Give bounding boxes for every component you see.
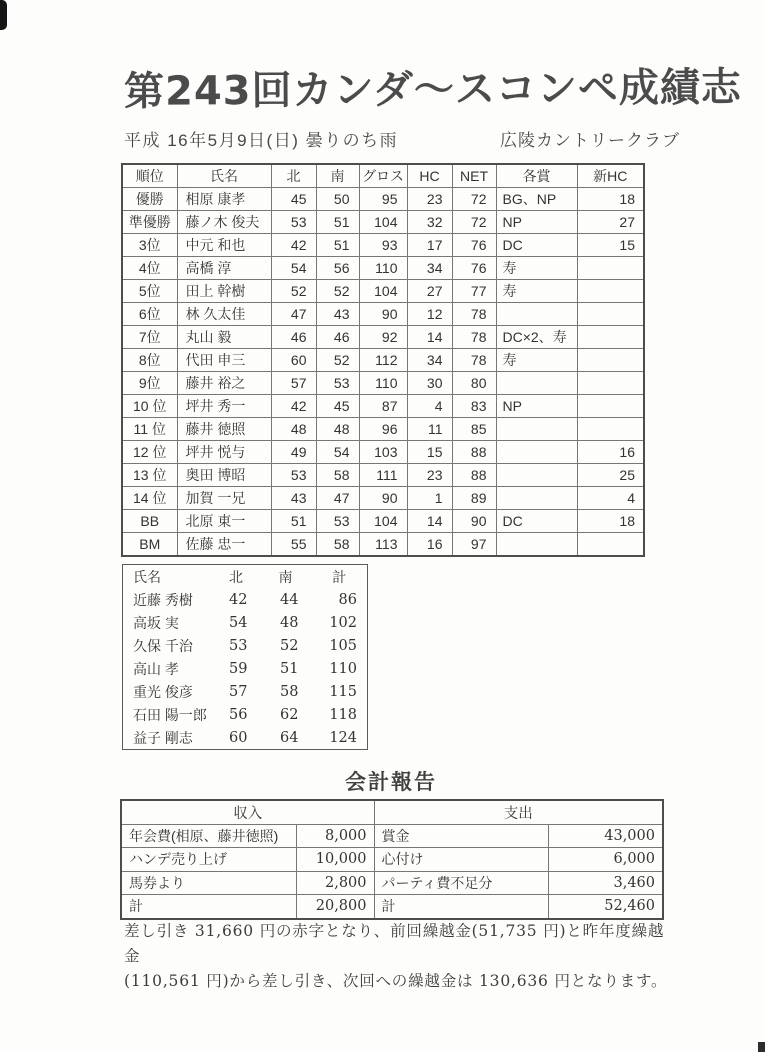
accounting-income-label: 計	[121, 895, 296, 919]
result-cell: 90	[359, 303, 407, 326]
result-cell: 46	[316, 326, 359, 349]
guest-cell: 124	[329, 729, 357, 746]
result-row	[122, 464, 644, 487]
accounting-report-title: 会計報告	[345, 771, 437, 794]
result-row	[122, 441, 644, 464]
result-cell: 88	[452, 464, 496, 487]
guest-row	[123, 588, 368, 611]
venue-name: 広陵カントリークラブ	[500, 131, 680, 150]
result-row	[122, 326, 644, 349]
result-cell: 55	[271, 533, 316, 557]
scan-artifact-left-edge	[0, 0, 7, 30]
result-cell: 48	[316, 418, 359, 441]
guest-column-header: 南	[278, 568, 293, 585]
result-cell: 90	[359, 487, 407, 510]
result-cell: 1	[407, 487, 452, 510]
result-cell: 45	[271, 188, 316, 211]
result-cell	[577, 326, 644, 349]
result-cell: 88	[452, 441, 496, 464]
result-cell	[577, 533, 644, 557]
result-cell: 27	[577, 211, 644, 234]
result-cell: 51	[316, 211, 359, 234]
result-cell: 57	[271, 372, 316, 395]
result-cell: 3位	[122, 234, 177, 257]
result-cell: 中元 和也	[177, 234, 271, 257]
guest-cell: 53	[229, 637, 248, 654]
result-cell: 25	[577, 464, 644, 487]
balance-note-line2: (110,561 円)から差し引き、次回への繰越金は 130,636 円となります。	[124, 972, 668, 990]
result-cell: 14	[407, 510, 452, 533]
accounting-expense-label: 賞金	[374, 824, 548, 848]
result-cell: BM	[122, 533, 177, 557]
result-cell: 76	[452, 257, 496, 280]
balance-note-line1: 差し引き 31,660 円の赤字となり、前回繰越金(51,735 円)と昨年度繰越金	[124, 922, 665, 965]
result-cell: 43	[271, 487, 316, 510]
result-cell: 林 久太佳	[177, 303, 271, 326]
guest-cell: 51	[280, 660, 299, 677]
result-cell: 準優勝	[122, 211, 177, 234]
result-cell	[496, 487, 577, 510]
result-row	[122, 418, 644, 441]
result-cell: 51	[271, 510, 316, 533]
result-cell: 34	[407, 257, 452, 280]
result-cell	[577, 280, 644, 303]
results-column-header: NET	[452, 164, 496, 188]
guest-row	[123, 680, 368, 703]
guest-cell: 54	[229, 614, 248, 631]
guest-cell: 115	[329, 683, 357, 700]
result-cell: 78	[452, 326, 496, 349]
result-cell	[577, 303, 644, 326]
result-cell: 田上 幹樹	[177, 280, 271, 303]
guest-cell: 102	[329, 614, 357, 631]
accounting-expense-label: 心付け	[374, 848, 548, 872]
guest-cell: 52	[280, 637, 299, 654]
result-cell	[577, 349, 644, 372]
result-cell	[577, 372, 644, 395]
result-cell: 58	[316, 533, 359, 557]
result-cell: 104	[359, 280, 407, 303]
accounting-row	[121, 895, 663, 919]
result-cell	[496, 441, 577, 464]
result-cell: 代田 申三	[177, 349, 271, 372]
result-cell: 12 位	[122, 441, 177, 464]
guest-header-row	[123, 565, 368, 589]
guest-cell: 118	[329, 706, 357, 723]
event-date: 平成 16年5月9日(日) 曇りのち雨	[124, 131, 399, 150]
result-cell: 30	[407, 372, 452, 395]
results-column-header: 新HC	[577, 164, 644, 188]
accounting-income-label: 年会費(相原、藤井徳照)	[121, 824, 296, 848]
result-cell	[496, 464, 577, 487]
accounting-expense-amount: 52,460	[548, 895, 663, 919]
result-cell	[577, 395, 644, 418]
result-cell: NP	[496, 211, 577, 234]
result-cell: 14	[407, 326, 452, 349]
result-cell: 加賀 一兄	[177, 487, 271, 510]
result-cell: 34	[407, 349, 452, 372]
guest-cell: 高坂 実	[133, 614, 179, 631]
result-cell: 76	[452, 234, 496, 257]
guest-row	[123, 703, 368, 726]
result-cell: 92	[359, 326, 407, 349]
accounting-expense-amount: 6,000	[548, 848, 663, 872]
result-cell: 87	[359, 395, 407, 418]
accounting-income-amount: 8,000	[296, 824, 374, 848]
accounting-expense-amount: 3,460	[548, 871, 663, 895]
result-cell: 83	[452, 395, 496, 418]
result-cell: 48	[271, 418, 316, 441]
result-cell: 58	[316, 464, 359, 487]
result-cell: 14 位	[122, 487, 177, 510]
guest-column-header: 計	[332, 568, 347, 585]
accounting-income-label: ハンデ売り上げ	[121, 848, 296, 872]
result-row	[122, 533, 644, 557]
result-cell: 藤井 裕之	[177, 372, 271, 395]
result-cell: 49	[271, 441, 316, 464]
accounting-row	[121, 871, 663, 895]
accounting-expense-label: 計	[374, 895, 548, 919]
result-cell: 8位	[122, 349, 177, 372]
result-cell: 46	[271, 326, 316, 349]
scan-artifact-bottom-right	[758, 1042, 765, 1052]
result-cell	[496, 533, 577, 557]
result-cell: 12	[407, 303, 452, 326]
result-cell: 4	[407, 395, 452, 418]
results-header-row	[122, 164, 644, 188]
accounting-expense-amount: 43,000	[548, 824, 663, 848]
result-cell: 97	[452, 533, 496, 557]
result-cell: 42	[271, 395, 316, 418]
accounting-income-amount: 2,800	[296, 871, 374, 895]
result-cell: 111	[359, 464, 407, 487]
guest-column-header: 氏名	[133, 568, 161, 585]
result-cell: 佐藤 忠一	[177, 533, 271, 557]
result-cell: 45	[316, 395, 359, 418]
result-cell: 103	[359, 441, 407, 464]
result-cell: 15	[407, 441, 452, 464]
result-cell: 43	[316, 303, 359, 326]
guest-cell: 57	[229, 683, 248, 700]
result-cell: 47	[316, 487, 359, 510]
result-cell: 95	[359, 188, 407, 211]
accounting-expense-label: パーティ費不足分	[374, 871, 548, 895]
guest-cell: 105	[329, 637, 357, 654]
results-column-header: 南	[316, 164, 359, 188]
result-cell: 72	[452, 188, 496, 211]
result-cell: 11	[407, 418, 452, 441]
result-cell	[496, 303, 577, 326]
guest-cell: 久保 千治	[133, 637, 193, 654]
result-cell: 54	[316, 441, 359, 464]
page-title: 第243回カンダ～スコンペ成績志	[123, 64, 743, 115]
guest-cell: 高山 孝	[133, 660, 179, 677]
result-row	[122, 211, 644, 234]
guest-cell: 重光 俊彦	[133, 683, 193, 700]
result-row	[122, 395, 644, 418]
result-cell: 93	[359, 234, 407, 257]
accounting-income-amount: 20,800	[296, 895, 374, 919]
results-column-header: HC	[407, 164, 452, 188]
result-cell: 52	[316, 349, 359, 372]
result-cell: 27	[407, 280, 452, 303]
result-cell: 相原 康孝	[177, 188, 271, 211]
result-cell: 53	[271, 211, 316, 234]
results-column-header: グロス	[359, 164, 407, 188]
guest-cell: 近藤 秀樹	[133, 591, 193, 608]
result-cell: 坪井 秀一	[177, 395, 271, 418]
result-row	[122, 487, 644, 510]
result-cell: 53	[271, 464, 316, 487]
result-cell: 42	[271, 234, 316, 257]
result-cell: 53	[316, 372, 359, 395]
result-row	[122, 280, 644, 303]
result-cell: 寿	[496, 280, 577, 303]
result-cell: 104	[359, 211, 407, 234]
result-cell: 奥田 博昭	[177, 464, 271, 487]
result-cell: 51	[316, 234, 359, 257]
accounting-header-row	[121, 800, 663, 824]
result-cell: 89	[452, 487, 496, 510]
result-cell: 80	[452, 372, 496, 395]
guest-cell: 44	[280, 591, 299, 608]
guest-scores-table	[122, 564, 368, 750]
guest-cell: 64	[280, 729, 299, 746]
result-cell: 7位	[122, 326, 177, 349]
result-cell: 6位	[122, 303, 177, 326]
result-cell: 丸山 毅	[177, 326, 271, 349]
results-column-header: 北	[271, 164, 316, 188]
result-cell: 54	[271, 257, 316, 280]
result-cell: DC	[496, 234, 577, 257]
result-cell: 寿	[496, 257, 577, 280]
accounting-income-amount: 10,000	[296, 848, 374, 872]
result-cell: 78	[452, 349, 496, 372]
result-cell: 13 位	[122, 464, 177, 487]
result-cell	[577, 418, 644, 441]
result-cell: 52	[316, 280, 359, 303]
guest-cell: 58	[280, 683, 299, 700]
guest-cell: 42	[229, 591, 248, 608]
result-cell: 53	[316, 510, 359, 533]
results-column-header: 各賞	[496, 164, 577, 188]
result-cell	[496, 418, 577, 441]
result-cell: 藤井 徳照	[177, 418, 271, 441]
expense-header: 支出	[374, 800, 663, 824]
result-row	[122, 372, 644, 395]
guest-cell: 62	[280, 706, 299, 723]
guest-cell: 石田 陽一郎	[133, 706, 207, 723]
guest-cell: 48	[280, 614, 299, 631]
guest-cell: 86	[338, 591, 357, 608]
result-row	[122, 234, 644, 257]
guest-column-header: 北	[229, 568, 243, 585]
result-cell: 47	[271, 303, 316, 326]
result-cell: 17	[407, 234, 452, 257]
guest-row	[123, 611, 368, 634]
result-cell: 110	[359, 257, 407, 280]
results-column-header: 氏名	[177, 164, 271, 188]
result-cell: DC×2、寿	[496, 326, 577, 349]
result-cell: 寿	[496, 349, 577, 372]
guest-row	[123, 657, 368, 680]
result-row	[122, 188, 644, 211]
result-cell: 北原 東一	[177, 510, 271, 533]
result-cell: 78	[452, 303, 496, 326]
result-cell: 52	[271, 280, 316, 303]
result-cell: 18	[577, 188, 644, 211]
result-row	[122, 303, 644, 326]
result-cell: 32	[407, 211, 452, 234]
result-cell: 77	[452, 280, 496, 303]
income-header: 収入	[121, 800, 374, 824]
result-cell: 坪井 悦与	[177, 441, 271, 464]
result-cell	[577, 257, 644, 280]
result-cell: 4位	[122, 257, 177, 280]
result-cell: 50	[316, 188, 359, 211]
guest-cell: 60	[229, 729, 248, 746]
date-line	[124, 126, 724, 151]
accounting-row	[121, 824, 663, 848]
result-cell: 104	[359, 510, 407, 533]
result-cell: NP	[496, 395, 577, 418]
guest-cell: 59	[229, 660, 248, 677]
result-cell: 113	[359, 533, 407, 557]
guest-cell: 56	[229, 706, 248, 723]
result-row	[122, 257, 644, 280]
result-cell: 90	[452, 510, 496, 533]
result-cell: 5位	[122, 280, 177, 303]
guest-cell: 益子 剛志	[133, 729, 193, 746]
balance-note	[124, 919, 672, 994]
results-table	[121, 163, 645, 557]
result-cell: 23	[407, 464, 452, 487]
result-cell: 高橋 淳	[177, 257, 271, 280]
result-cell: 56	[316, 257, 359, 280]
result-cell: 10 位	[122, 395, 177, 418]
result-cell: 112	[359, 349, 407, 372]
result-cell: 85	[452, 418, 496, 441]
guest-row	[123, 634, 368, 657]
result-cell: 72	[452, 211, 496, 234]
result-cell: 11 位	[122, 418, 177, 441]
result-cell: 110	[359, 372, 407, 395]
result-cell: 15	[577, 234, 644, 257]
guest-cell: 110	[329, 660, 357, 677]
result-cell: 18	[577, 510, 644, 533]
result-cell: 藤ノ木 俊夫	[177, 211, 271, 234]
result-cell: 23	[407, 188, 452, 211]
result-cell: BG、NP	[496, 188, 577, 211]
accounting-table	[120, 799, 664, 920]
result-cell: 16	[577, 441, 644, 464]
result-cell: 4	[577, 487, 644, 510]
guest-row	[123, 726, 368, 750]
result-cell: 16	[407, 533, 452, 557]
result-cell: 96	[359, 418, 407, 441]
accounting-income-label: 馬券より	[121, 871, 296, 895]
result-cell: DC	[496, 510, 577, 533]
result-cell: BB	[122, 510, 177, 533]
result-cell: 60	[271, 349, 316, 372]
result-cell: 優勝	[122, 188, 177, 211]
accounting-row	[121, 848, 663, 872]
result-cell	[496, 372, 577, 395]
result-cell: 9位	[122, 372, 177, 395]
results-column-header: 順位	[122, 164, 177, 188]
result-row	[122, 510, 644, 533]
result-row	[122, 349, 644, 372]
